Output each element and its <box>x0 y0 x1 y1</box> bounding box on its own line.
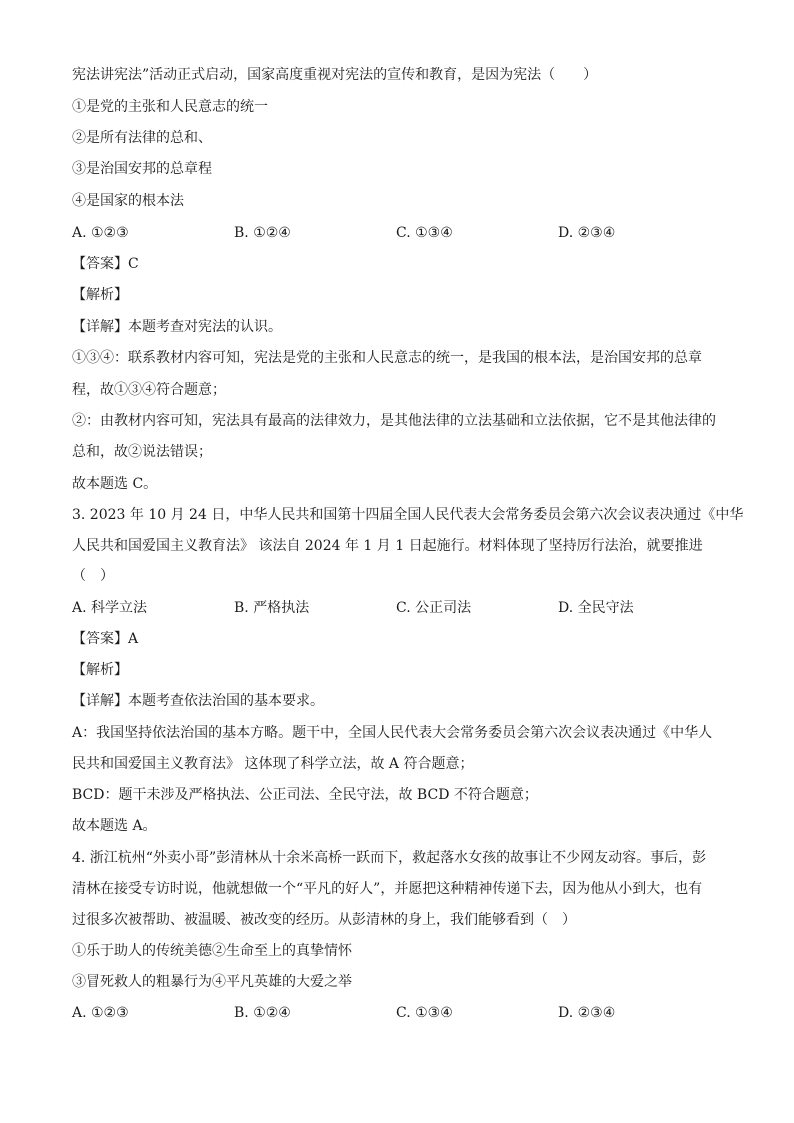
conclusion-line: 故本题选 A。 <box>72 818 157 834</box>
question-4-stem: 清林在接受专访时说，他就想做一个“平凡的好人”，并愿把这种精神传递下去，因为他从小到大，也有 <box>72 881 703 897</box>
option-b: B. ①②④ <box>234 225 291 241</box>
option-d: D. 全民守法 <box>558 600 634 616</box>
question-4-options <box>72 1002 722 1024</box>
option-c: C. ①③④ <box>396 1005 453 1021</box>
question-3-blank: （ ） <box>72 568 114 584</box>
statement-4: ④是国家的根本法 <box>72 193 184 209</box>
statement-1: ①是党的主张和人民意志的统一 <box>72 99 268 115</box>
detail-line: 【详解】本题考查对宪法的认识。 <box>72 319 282 335</box>
option-c: C. 公正司法 <box>396 600 472 616</box>
explanation-line: ①③④：联系教材内容可知，宪法是党的主张和人民意志的统一，是我国的根本法，是治国安邦的总章 <box>72 350 702 366</box>
explanation-line: A：我国坚持依法治国的基本方略。题干中，全国人民代表大会常务委员会第六次会议表决通过《中华人 <box>72 725 713 741</box>
explanation-line: 总和，故②说法错误； <box>72 444 212 460</box>
option-a: A. ①②③ <box>72 1005 129 1021</box>
explanation-line: 民共和国爱国主义教育法》 这体现了科学立法，故 A 符合题意； <box>72 756 474 772</box>
statement-line: ①乐于助人的传统美德②生命至上的真挚情怀 <box>72 943 352 959</box>
question-3-options <box>72 597 722 619</box>
explanation-line: ②：由教材内容可知，宪法具有最高的法律效力，是其他法律的立法基础和立法依据，它不是其他法律的 <box>72 413 716 429</box>
question-3-stem: 人民共和国爱国主义教育法》 该法自 2024 年 1 月 1 日起施行。材料体现了坚持厉行法治，就要推进 <box>72 538 703 554</box>
option-a: A. ①②③ <box>72 225 129 241</box>
analysis-label: 【解析】 <box>72 287 128 303</box>
option-a: A. 科学立法 <box>72 600 148 616</box>
option-b: B. ①②④ <box>234 1005 291 1021</box>
question-3-stem: 3. 2023 年 10 月 24 日，中华人民共和国第十四届全国人民代表大会常务委员会第六次会议表决通过《中华 <box>72 507 744 523</box>
option-d: D. ②③④ <box>558 1005 616 1021</box>
question-4-stem: 过很多次被帮助、被温暖、被改变的经历。从彭清林的身上，我们能够看到（ ） <box>72 912 576 928</box>
question-4-stem: 4. 浙江杭州“外卖小哥”彭清林从十余米高桥一跃而下，救起落水女孩的故事让不少网友动容。事后，彭 <box>72 850 707 866</box>
question-2-options <box>72 222 722 244</box>
statement-3: ③是治国安邦的总章程 <box>72 161 212 177</box>
answer-label: 【答案】C <box>72 256 139 272</box>
statement-2: ②是所有法律的总和、 <box>72 130 212 146</box>
option-b: B. 严格执法 <box>234 600 310 616</box>
option-d: D. ②③④ <box>558 225 616 241</box>
conclusion-line: 故本题选 C。 <box>72 476 158 492</box>
answer-label: 【答案】A <box>72 631 139 647</box>
explanation-line: BCD：题干未涉及严格执法、公正司法、全民守法，故 BCD 不符合题意； <box>72 787 538 803</box>
option-c: C. ①③④ <box>396 225 453 241</box>
analysis-label: 【解析】 <box>72 662 128 678</box>
question-2-stem: 宪法讲宪法”活动正式启动，国家高度重视对宪法的宣传和教育，是因为宪法（ ） <box>72 67 598 83</box>
explanation-line: 程，故①③④符合题意； <box>72 382 226 398</box>
statement-line: ③冒死救人的粗暴行为④平凡英雄的大爱之举 <box>72 974 352 990</box>
detail-line: 【详解】本题考查依法治国的基本要求。 <box>72 693 324 709</box>
